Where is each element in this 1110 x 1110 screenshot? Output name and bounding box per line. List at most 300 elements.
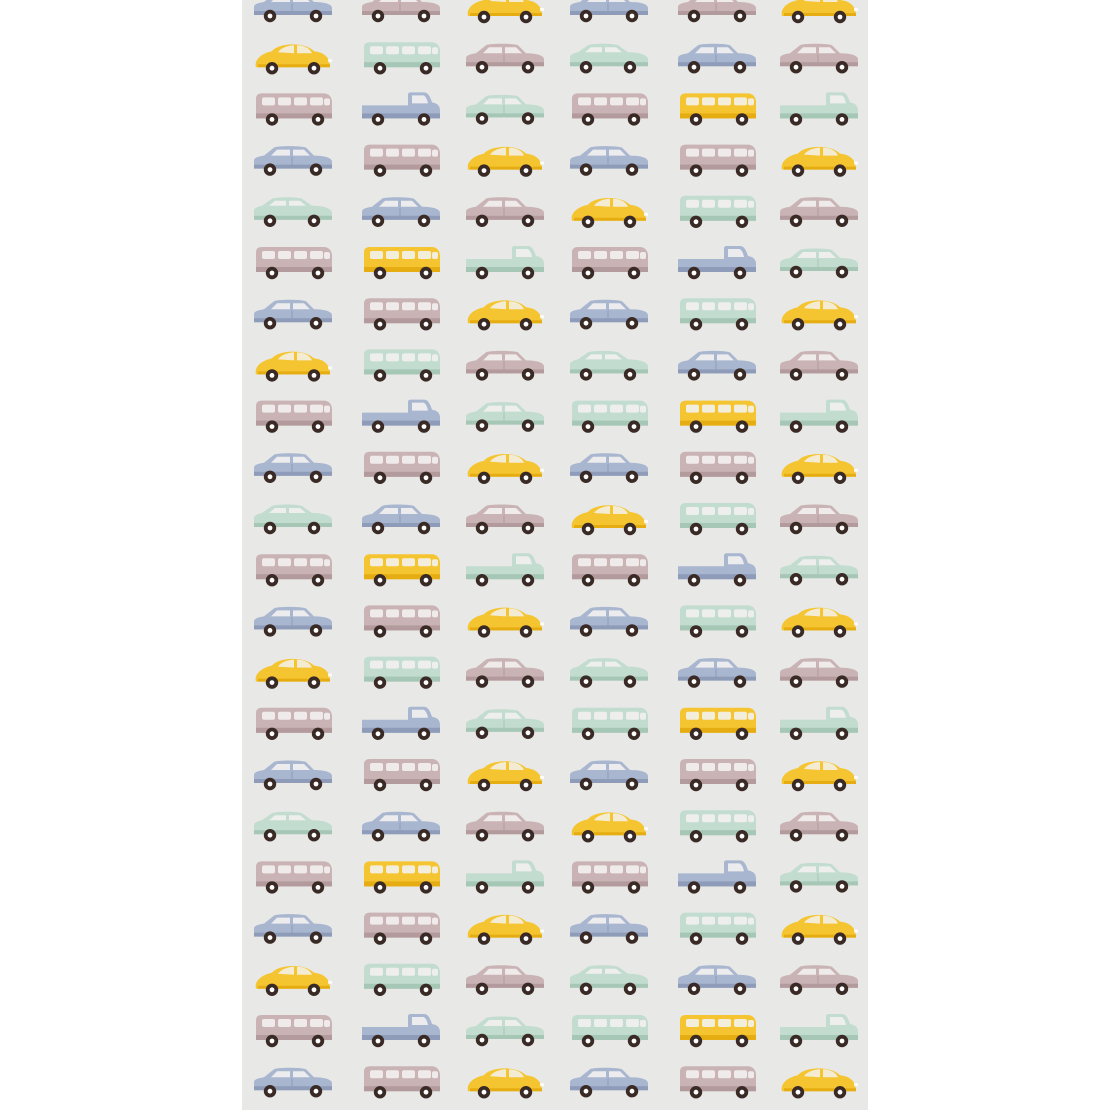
- hubcap-icon: [312, 526, 317, 531]
- hubcap-icon: [630, 14, 635, 19]
- car-window: [640, 98, 646, 105]
- car-window: [370, 302, 383, 310]
- hubcap-icon: [840, 526, 845, 531]
- hubcap-icon: [378, 783, 383, 788]
- hubcap-icon: [628, 679, 633, 684]
- hubcap-icon: [526, 833, 531, 838]
- beetle-car-icon: [256, 659, 332, 689]
- car-window: [748, 150, 754, 157]
- hubcap-icon: [424, 885, 429, 890]
- hubcap-icon: [524, 15, 529, 20]
- car-window: [310, 865, 323, 873]
- hubcap-icon: [840, 884, 845, 889]
- car-window: [418, 46, 431, 54]
- hubcap-icon: [482, 475, 487, 480]
- hubcap-icon: [694, 219, 699, 224]
- hubcap-icon: [694, 936, 699, 941]
- hubcap-icon: [694, 424, 699, 429]
- beetle-car-icon: [468, 608, 544, 638]
- car-window: [702, 814, 715, 822]
- hubcap-icon: [480, 423, 485, 428]
- hubcap-icon: [692, 679, 697, 684]
- car-window: [748, 303, 754, 310]
- car-window: [702, 200, 715, 208]
- car-window: [610, 97, 623, 105]
- hubcap-icon: [740, 168, 745, 173]
- car-window: [610, 712, 623, 720]
- hubcap-icon: [378, 987, 383, 992]
- hubcap-icon: [378, 629, 383, 634]
- hubcap-icon: [526, 1038, 531, 1043]
- hubcap-icon: [694, 783, 699, 788]
- beetle-car-icon: [782, 300, 858, 330]
- hubcap-icon: [740, 475, 745, 480]
- car-window: [748, 406, 754, 413]
- car-window: [610, 405, 623, 413]
- car-window: [626, 1019, 639, 1027]
- hubcap-icon: [526, 730, 531, 735]
- hubcap-icon: [796, 1090, 801, 1095]
- hubcap-icon: [526, 218, 531, 223]
- sedan-car-icon: [466, 658, 544, 688]
- sedan-car-icon: [254, 146, 332, 176]
- column-4: [570, 0, 648, 1097]
- hubcap-icon: [584, 65, 589, 70]
- car-window: [734, 97, 747, 105]
- hubcap-icon: [422, 218, 427, 223]
- car-window: [402, 251, 415, 259]
- hubcap-icon: [480, 833, 485, 838]
- car-window: [686, 763, 699, 771]
- sedan-car-icon: [678, 0, 756, 22]
- car-window: [370, 1070, 383, 1078]
- hubcap-icon: [794, 986, 799, 991]
- sedan-car-icon: [780, 351, 858, 381]
- car-window: [610, 251, 623, 259]
- hubcap-icon: [524, 783, 529, 788]
- car-window: [278, 97, 291, 105]
- car-window: [640, 1020, 646, 1027]
- hubcap-icon: [526, 423, 531, 428]
- car-window: [324, 406, 330, 413]
- car-window: [640, 559, 646, 566]
- hubcap-icon: [422, 14, 427, 19]
- hubcap-icon: [314, 628, 319, 633]
- car-window: [626, 251, 639, 259]
- hubcap-icon: [632, 578, 637, 583]
- car-window: [293, 0, 310, 2]
- pickup-car-icon: [780, 92, 858, 125]
- sedan-car-icon: [466, 812, 544, 842]
- hubcap-icon: [692, 578, 697, 583]
- car-window: [402, 968, 415, 976]
- sedan-car-icon: [570, 453, 648, 483]
- sedan-car-icon: [780, 965, 858, 995]
- hubcap-icon: [268, 833, 273, 838]
- car-window: [626, 712, 639, 720]
- sedan-car-icon: [466, 197, 544, 227]
- car-window: [386, 763, 399, 771]
- sedan-car-icon: [570, 146, 648, 176]
- car-window: [594, 558, 607, 566]
- car-window: [748, 918, 754, 925]
- car-window: [686, 814, 699, 822]
- headlight: [854, 776, 858, 779]
- hubcap-icon: [630, 935, 635, 940]
- car-window: [734, 763, 747, 771]
- car-window: [262, 97, 275, 105]
- car-window: [734, 609, 747, 617]
- headlight: [328, 366, 332, 369]
- hubcap-icon: [794, 117, 799, 122]
- car-window: [310, 712, 323, 720]
- hubcap-icon: [378, 680, 383, 685]
- hubcap-icon: [692, 372, 697, 377]
- sedan-car-icon: [780, 44, 858, 74]
- beetle-car-icon: [782, 1068, 858, 1098]
- hubcap-icon: [840, 679, 845, 684]
- hubcap-icon: [740, 322, 745, 327]
- car-window: [294, 558, 307, 566]
- hubcap-icon: [480, 730, 485, 735]
- hubcap-icon: [376, 117, 381, 122]
- hubcap-icon: [794, 372, 799, 377]
- car-window: [386, 1070, 399, 1078]
- car-window: [402, 302, 415, 310]
- car-window: [262, 405, 275, 413]
- car-window: [402, 353, 415, 361]
- hubcap-icon: [586, 527, 591, 532]
- car-window: [640, 713, 646, 720]
- car-window: [695, 0, 714, 2]
- van-car-icon: [680, 1066, 756, 1098]
- sedan-car-icon: [678, 44, 756, 74]
- pickup-car-icon: [678, 860, 756, 893]
- van-car-icon: [680, 145, 756, 177]
- van-car-icon: [680, 708, 756, 740]
- van-car-icon: [364, 349, 440, 381]
- car-window: [294, 865, 307, 873]
- hubcap-icon: [482, 15, 487, 20]
- hubcap-icon: [482, 629, 487, 634]
- hubcap-icon: [738, 271, 743, 276]
- car-window: [386, 46, 399, 54]
- van-car-icon: [680, 401, 756, 433]
- hubcap-icon: [796, 629, 801, 634]
- headlight: [854, 8, 858, 11]
- sedan-car-icon: [362, 197, 440, 227]
- beetle-car-icon: [782, 608, 858, 638]
- hubcap-icon: [586, 219, 591, 224]
- car-window: [686, 302, 699, 310]
- sedan-car-icon: [780, 556, 858, 586]
- van-car-icon: [364, 554, 440, 586]
- car-window: [386, 456, 399, 464]
- car-window: [324, 252, 330, 259]
- hubcap-icon: [312, 987, 317, 992]
- hubcap-icon: [376, 1039, 381, 1044]
- car-window: [702, 609, 715, 617]
- van-car-icon: [572, 554, 648, 586]
- hubcap-icon: [694, 168, 699, 173]
- van-car-icon: [256, 861, 332, 893]
- hubcap-icon: [840, 577, 845, 582]
- hubcap-icon: [694, 731, 699, 736]
- beetle-car-icon: [782, 454, 858, 484]
- car-window: [626, 558, 639, 566]
- hubcap-icon: [422, 731, 427, 736]
- car-window: [718, 1070, 731, 1078]
- column-3: [466, 0, 544, 1098]
- hubcap-icon: [316, 885, 321, 890]
- hubcap-icon: [378, 66, 383, 71]
- car-window: [432, 662, 438, 669]
- hubcap-icon: [838, 322, 843, 327]
- car-window: [379, 0, 398, 2]
- car-window: [262, 865, 275, 873]
- van-car-icon: [680, 298, 756, 330]
- hubcap-icon: [526, 986, 531, 991]
- sedan-car-icon: [570, 300, 648, 330]
- car-window: [594, 251, 607, 259]
- car-window: [324, 866, 330, 873]
- hubcap-icon: [586, 424, 591, 429]
- hubcap-icon: [424, 271, 429, 276]
- car-window: [418, 865, 431, 873]
- car-window: [594, 712, 607, 720]
- hubcap-icon: [424, 1090, 429, 1095]
- hubcap-icon: [738, 885, 743, 890]
- hubcap-icon: [740, 731, 745, 736]
- car-window: [578, 1019, 591, 1027]
- car-window: [310, 558, 323, 566]
- beetle-car-icon: [256, 966, 332, 996]
- hubcap-icon: [316, 424, 321, 429]
- beetle-car-icon: [468, 300, 544, 330]
- pickup-car-icon: [466, 553, 544, 586]
- car-window: [370, 46, 383, 54]
- pickup-car-icon: [362, 400, 440, 433]
- van-car-icon: [364, 42, 440, 74]
- hubcap-icon: [796, 15, 801, 20]
- van-car-icon: [364, 247, 440, 279]
- car-window: [370, 865, 383, 873]
- hubcap-icon: [378, 1090, 383, 1095]
- hubcap-icon: [524, 168, 529, 173]
- car-window: [734, 405, 747, 413]
- hubcap-icon: [584, 372, 589, 377]
- hubcap-icon: [838, 936, 843, 941]
- hubcap-icon: [270, 1039, 275, 1044]
- car-window: [748, 201, 754, 208]
- van-car-icon: [680, 196, 756, 228]
- car-window: [594, 97, 607, 105]
- car-window: [718, 456, 731, 464]
- beetle-car-icon: [572, 198, 648, 228]
- headlight: [328, 981, 332, 984]
- hubcap-icon: [270, 271, 275, 276]
- hubcap-icon: [268, 167, 273, 172]
- car-window: [310, 405, 323, 413]
- car-window: [686, 712, 699, 720]
- car-window: [262, 251, 275, 259]
- hubcap-icon: [694, 1039, 699, 1044]
- hubcap-icon: [316, 578, 321, 583]
- hubcap-icon: [270, 424, 275, 429]
- car-window: [278, 865, 291, 873]
- van-car-icon: [364, 913, 440, 945]
- hubcap-icon: [740, 1090, 745, 1095]
- hubcap-icon: [840, 1039, 845, 1044]
- car-window: [686, 149, 699, 157]
- hubcap-icon: [376, 14, 381, 19]
- van-car-icon: [364, 759, 440, 791]
- hubcap-icon: [480, 526, 485, 531]
- car-window: [294, 1019, 307, 1027]
- hubcap-icon: [268, 1089, 273, 1094]
- beetle-car-icon: [782, 761, 858, 791]
- hubcap-icon: [628, 219, 633, 224]
- car-window: [402, 456, 415, 464]
- hubcap-icon: [840, 424, 845, 429]
- headlight: [540, 1083, 544, 1086]
- hubcap-icon: [378, 271, 383, 276]
- hubcap-icon: [840, 372, 845, 377]
- headlight: [540, 8, 544, 11]
- hubcap-icon: [270, 373, 275, 378]
- car-window: [402, 149, 415, 157]
- hubcap-icon: [694, 117, 699, 122]
- hubcap-icon: [738, 14, 743, 19]
- hubcap-icon: [270, 117, 275, 122]
- car-window: [748, 508, 754, 515]
- sedan-car-icon: [466, 95, 544, 125]
- hubcap-icon: [424, 987, 429, 992]
- hubcap-icon: [584, 782, 589, 787]
- hubcap-icon: [740, 783, 745, 788]
- car-window: [686, 97, 699, 105]
- hubcap-icon: [376, 526, 381, 531]
- car-window: [418, 149, 431, 157]
- car-window: [609, 0, 626, 2]
- hubcap-icon: [424, 680, 429, 685]
- hubcap-icon: [794, 833, 799, 838]
- hubcap-icon: [526, 578, 531, 583]
- van-car-icon: [572, 93, 648, 125]
- hubcap-icon: [586, 271, 591, 276]
- hubcap-icon: [312, 218, 317, 223]
- van-car-icon: [364, 657, 440, 689]
- sedan-car-icon: [780, 658, 858, 688]
- van-car-icon: [364, 452, 440, 484]
- car-window: [386, 149, 399, 157]
- van-car-icon: [680, 810, 756, 842]
- hubcap-icon: [424, 66, 429, 71]
- hubcap-icon: [480, 372, 485, 377]
- hubcap-icon: [796, 475, 801, 480]
- beetle-car-icon: [468, 915, 544, 945]
- car-window: [587, 0, 606, 2]
- headlight: [540, 776, 544, 779]
- hubcap-icon: [480, 116, 485, 121]
- hubcap-icon: [424, 322, 429, 327]
- hubcap-icon: [694, 527, 699, 532]
- hubcap-icon: [314, 1089, 319, 1094]
- headlight: [644, 827, 648, 830]
- hubcap-icon: [526, 679, 531, 684]
- car-window: [386, 865, 399, 873]
- hubcap-icon: [270, 66, 275, 71]
- headlight: [854, 469, 858, 472]
- car-window: [402, 763, 415, 771]
- car-window: [294, 97, 307, 105]
- van-car-icon: [680, 1015, 756, 1047]
- car-window: [402, 609, 415, 617]
- hubcap-icon: [738, 679, 743, 684]
- hubcap-icon: [584, 986, 589, 991]
- car-window: [594, 1019, 607, 1027]
- car-window: [418, 1070, 431, 1078]
- sedan-car-icon: [362, 0, 440, 22]
- hubcap-icon: [796, 168, 801, 173]
- hubcap-icon: [422, 424, 427, 429]
- car-window: [718, 149, 731, 157]
- car-window: [578, 558, 591, 566]
- hatch-car-icon: [570, 44, 648, 74]
- car-window: [734, 456, 747, 464]
- hubcap-icon: [524, 1090, 529, 1095]
- car-window: [686, 456, 699, 464]
- car-window: [686, 200, 699, 208]
- car-window: [271, 0, 290, 2]
- car-window: [734, 149, 747, 157]
- column-6: [780, 0, 858, 1098]
- hubcap-icon: [838, 783, 843, 788]
- car-window: [578, 712, 591, 720]
- hubcap-icon: [632, 885, 637, 890]
- hubcap-icon: [316, 117, 321, 122]
- hubcap-icon: [794, 270, 799, 275]
- car-window: [418, 609, 431, 617]
- car-window: [386, 251, 399, 259]
- hubcap-icon: [840, 833, 845, 838]
- car-window: [718, 302, 731, 310]
- car-window: [294, 712, 307, 720]
- hubcap-icon: [424, 168, 429, 173]
- hubcap-icon: [268, 14, 273, 19]
- car-window: [370, 558, 383, 566]
- car-window: [748, 713, 754, 720]
- car-window: [734, 507, 747, 515]
- hubcap-icon: [480, 679, 485, 684]
- sedan-car-icon: [780, 197, 858, 227]
- van-car-icon: [256, 247, 332, 279]
- car-window: [718, 200, 731, 208]
- hubcap-icon: [692, 885, 697, 890]
- van-car-icon: [680, 605, 756, 637]
- hubcap-icon: [312, 833, 317, 838]
- van-car-icon: [572, 708, 648, 740]
- car-pattern: [242, 0, 868, 1110]
- hubcap-icon: [796, 322, 801, 327]
- column-2: [362, 0, 440, 1098]
- hubcap-icon: [314, 474, 319, 479]
- car-window: [702, 1070, 715, 1078]
- beetle-car-icon: [782, 915, 858, 945]
- headlight: [644, 213, 648, 216]
- car-window: [718, 609, 731, 617]
- car-window: [386, 968, 399, 976]
